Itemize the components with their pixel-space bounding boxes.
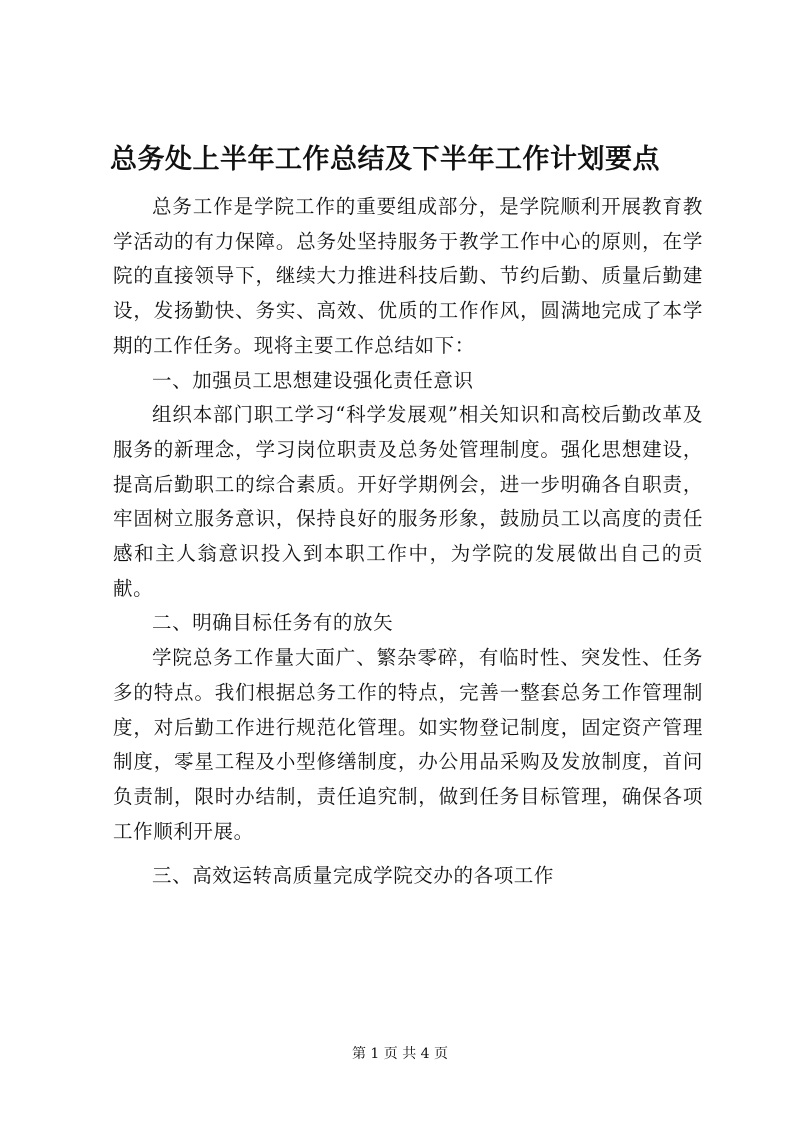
section-heading-1: 一、加强员工思想建设强化责任意识: [152, 368, 474, 392]
section-heading-3: 三、高效运转高质量完成学院交办的各项工作: [152, 864, 555, 888]
section-paragraph-2: 学院总务工作量大面广、繁杂零碎，有临时性、突发性、任务多的特点。我们根据总务工作的特点，完善一整套总务工作管理制度，对后勤工作进行规范化管理。如实物登记制度，固定资产管理制度，零星工程及小型修缮制度，办公用品采购及发放制度，首问负责制，限时办结制，责任追究制，做到任务目标管理，确保各项工作顺利开展。: [113, 646, 703, 843]
intro-paragraph: 总务工作是学院工作的重要组成部分，是学院顺利开展教育教学活动的有力保障。总务处坚持服务于教学工作中心的原则，在学院的直接领导下，继续大力推进科技后勤、节约后勤、质量后勤建设，发扬勤快、务实、高效、优质的工作作风，圆满地完成了本学期的工作任务。现将主要工作总结如下：: [113, 195, 703, 357]
section-paragraph-1: 组织本部门职工学习“科学发展观”相关知识和高校后勤改革及服务的新理念，学习岗位职责及总务处管理制度。强化思想建设，提高后勤职工的综合素质。开好学期例会，进一步明确各自职责，牢固树立服务意识，保持良好的服务形象，鼓励员工以高度的责任感和主人翁意识投入到本职工作中，为学院的发展做出自己的贡献。: [113, 403, 703, 600]
spacer: [113, 849, 703, 859]
document-body: [113, 190, 703, 894]
page-number: 第 1 页 共 4 页: [351, 1046, 449, 1062]
document-title: 总务处上半年工作总结及下半年工作计划要点: [110, 144, 660, 175]
section-heading-2: 二、明确目标任务有的放矢: [152, 611, 394, 635]
